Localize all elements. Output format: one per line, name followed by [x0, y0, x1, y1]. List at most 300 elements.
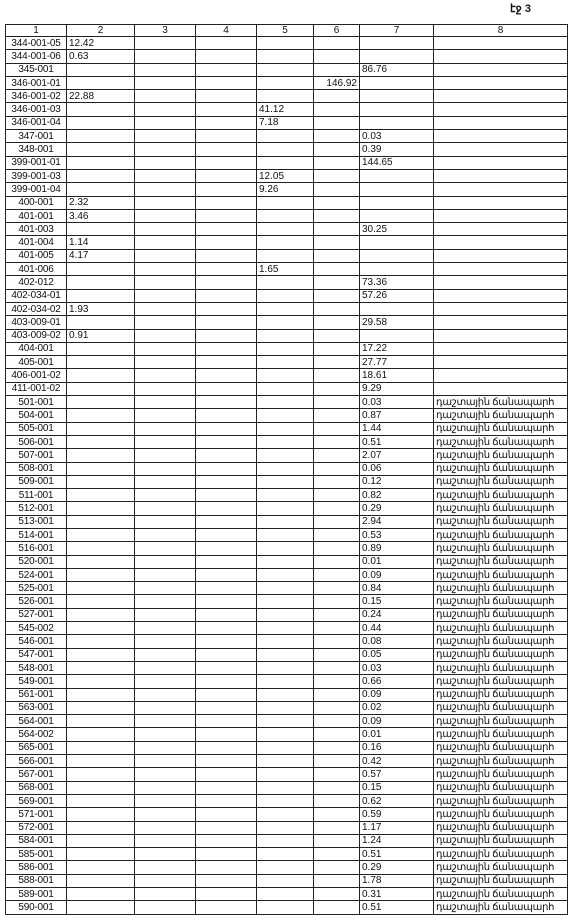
- cell-col-5: [257, 808, 314, 821]
- cell-col-3: [135, 449, 196, 462]
- cell-col-6: [314, 741, 360, 754]
- cell-col-6: [314, 302, 360, 315]
- cell-col-6: [314, 595, 360, 608]
- cell-col-8: դաշտային ճանապարհ: [434, 555, 568, 568]
- cell-col-8: դաշտային ճանապարհ: [434, 888, 568, 901]
- cell-plot-code: 507-001: [6, 449, 67, 462]
- cell-col-2: [67, 834, 135, 847]
- cell-col-8: [434, 143, 568, 156]
- cell-col-6: [314, 568, 360, 581]
- table-row: [6, 861, 568, 874]
- cell-col-5: [257, 701, 314, 714]
- cell-plot-code: 399-001-03: [6, 169, 67, 182]
- cell-col-4: [196, 37, 257, 50]
- cell-plot-code: 404-001: [6, 342, 67, 355]
- cell-col-3: [135, 515, 196, 528]
- cell-col-5: [257, 861, 314, 874]
- cell-col-8: դաշտային ճանապարհ: [434, 781, 568, 794]
- cell-col-5: [257, 302, 314, 315]
- cell-col-7: 0.15: [360, 595, 434, 608]
- cell-col-4: [196, 475, 257, 488]
- cell-col-8: [434, 263, 568, 276]
- cell-plot-code: 346-001-03: [6, 103, 67, 116]
- cell-col-3: [135, 409, 196, 422]
- table-row: [6, 63, 568, 76]
- cell-col-4: [196, 249, 257, 262]
- cell-col-6: [314, 901, 360, 914]
- cell-col-8: դաշտային ճանապարհ: [434, 808, 568, 821]
- cell-col-4: [196, 449, 257, 462]
- cell-col-3: [135, 675, 196, 688]
- cell-col-6: [314, 808, 360, 821]
- cell-plot-code: 399-001-01: [6, 156, 67, 169]
- cell-col-2: [67, 422, 135, 435]
- cell-col-3: [135, 422, 196, 435]
- cell-col-8: դաշտային ճանապարհ: [434, 502, 568, 515]
- cell-col-5: [257, 90, 314, 103]
- cell-plot-code: 346-001-02: [6, 90, 67, 103]
- cell-col-3: [135, 316, 196, 329]
- cell-col-4: [196, 169, 257, 182]
- cell-col-4: [196, 76, 257, 89]
- cell-col-3: [135, 76, 196, 89]
- cell-col-3: [135, 263, 196, 276]
- table-row: [6, 236, 568, 249]
- cell-col-6: [314, 223, 360, 236]
- cell-col-5: [257, 821, 314, 834]
- table-row: [6, 728, 568, 741]
- cell-col-3: [135, 808, 196, 821]
- cell-col-2: [67, 156, 135, 169]
- table-row: [6, 475, 568, 488]
- cell-col-2: [67, 316, 135, 329]
- cell-col-2: [67, 755, 135, 768]
- cell-col-2: 1.14: [67, 236, 135, 249]
- cell-plot-code: 564-001: [6, 715, 67, 728]
- cell-plot-code: 590-001: [6, 901, 67, 914]
- cell-col-8: դաշտային ճանապարհ: [434, 728, 568, 741]
- cell-col-6: [314, 542, 360, 555]
- cell-col-2: [67, 848, 135, 861]
- cell-col-4: [196, 316, 257, 329]
- cell-col-4: [196, 263, 257, 276]
- cell-plot-code: 348-001: [6, 143, 67, 156]
- cell-col-5: 7.18: [257, 116, 314, 129]
- cell-col-3: [135, 156, 196, 169]
- cell-col-2: [67, 901, 135, 914]
- cell-col-7: 0.01: [360, 555, 434, 568]
- cell-col-2: [67, 76, 135, 89]
- table-row: [6, 755, 568, 768]
- cell-col-8: [434, 289, 568, 302]
- table-row: [6, 502, 568, 515]
- table-row: [6, 169, 568, 182]
- cell-col-4: [196, 635, 257, 648]
- cell-plot-code: 400-001: [6, 196, 67, 209]
- cell-col-2: [67, 888, 135, 901]
- cell-col-2: 3.46: [67, 209, 135, 222]
- cell-col-2: [67, 528, 135, 541]
- cell-col-6: [314, 821, 360, 834]
- cell-col-7: 0.05: [360, 648, 434, 661]
- cell-col-3: [135, 901, 196, 914]
- cell-col-6: [314, 396, 360, 409]
- cell-plot-code: 527-001: [6, 608, 67, 621]
- cell-col-4: [196, 768, 257, 781]
- cell-col-6: [314, 342, 360, 355]
- table-row: [6, 661, 568, 674]
- cell-col-6: [314, 861, 360, 874]
- cell-col-8: դաշտային ճանապարհ: [434, 635, 568, 648]
- table-row: [6, 715, 568, 728]
- cell-col-5: [257, 396, 314, 409]
- cell-col-2: [67, 130, 135, 143]
- cell-col-2: 0.63: [67, 50, 135, 63]
- cell-col-5: [257, 595, 314, 608]
- cell-col-8: [434, 382, 568, 395]
- cell-col-4: [196, 63, 257, 76]
- cell-col-2: [67, 768, 135, 781]
- cell-col-8: դաշտային ճանապարհ: [434, 848, 568, 861]
- cell-col-7: 0.51: [360, 901, 434, 914]
- cell-col-5: [257, 568, 314, 581]
- cell-col-8: [434, 356, 568, 369]
- cell-plot-code: 516-001: [6, 542, 67, 555]
- table-row: [6, 369, 568, 382]
- cell-col-2: [67, 701, 135, 714]
- cell-col-4: [196, 435, 257, 448]
- cell-col-5: [257, 409, 314, 422]
- cell-col-4: [196, 396, 257, 409]
- cell-col-7: [360, 196, 434, 209]
- cell-plot-code: 545-002: [6, 622, 67, 635]
- table-row: [6, 528, 568, 541]
- cell-col-8: [434, 342, 568, 355]
- cell-col-3: [135, 848, 196, 861]
- cell-col-3: [135, 874, 196, 887]
- cell-col-7: 27.77: [360, 356, 434, 369]
- column-header-2: 2: [67, 25, 135, 37]
- cell-col-3: [135, 648, 196, 661]
- cell-col-7: [360, 236, 434, 249]
- cell-plot-code: 548-001: [6, 661, 67, 674]
- cell-plot-code: 399-001-04: [6, 183, 67, 196]
- cell-col-8: [434, 369, 568, 382]
- cell-col-4: [196, 369, 257, 382]
- cell-col-7: [360, 103, 434, 116]
- cell-plot-code: 547-001: [6, 648, 67, 661]
- cell-col-6: [314, 755, 360, 768]
- cell-col-7: 0.31: [360, 888, 434, 901]
- table-row: [6, 542, 568, 555]
- table-row: [6, 794, 568, 807]
- cell-col-8: [434, 249, 568, 262]
- cell-col-3: [135, 755, 196, 768]
- cell-col-7: 0.09: [360, 715, 434, 728]
- cell-col-4: [196, 515, 257, 528]
- table-row: [6, 76, 568, 89]
- cell-col-5: [257, 901, 314, 914]
- cell-col-4: [196, 302, 257, 315]
- cell-col-3: [135, 143, 196, 156]
- cell-col-6: [314, 130, 360, 143]
- cell-col-3: [135, 369, 196, 382]
- table-row: [6, 821, 568, 834]
- cell-plot-code: 512-001: [6, 502, 67, 515]
- cell-col-4: [196, 356, 257, 369]
- cell-col-8: դաշտային ճանապարհ: [434, 715, 568, 728]
- cell-col-5: [257, 555, 314, 568]
- cell-col-6: [314, 848, 360, 861]
- cell-col-8: [434, 90, 568, 103]
- cell-col-8: դաշտային ճանապարհ: [434, 475, 568, 488]
- cell-col-6: [314, 874, 360, 887]
- cell-col-8: դաշտային ճանապարհ: [434, 542, 568, 555]
- cell-col-8: [434, 156, 568, 169]
- cell-col-4: [196, 209, 257, 222]
- cell-col-6: [314, 103, 360, 116]
- cell-col-6: [314, 622, 360, 635]
- cell-col-2: [67, 169, 135, 182]
- table-row: [6, 888, 568, 901]
- cell-col-5: [257, 648, 314, 661]
- cell-col-7: 0.57: [360, 768, 434, 781]
- cell-col-7: 1.24: [360, 834, 434, 847]
- table-row: [6, 675, 568, 688]
- table-row: [6, 223, 568, 236]
- cell-col-7: [360, 50, 434, 63]
- cell-col-8: [434, 37, 568, 50]
- cell-plot-code: 346-001-04: [6, 116, 67, 129]
- cell-col-7: 0.51: [360, 435, 434, 448]
- cell-col-5: [257, 515, 314, 528]
- cell-col-5: [257, 130, 314, 143]
- cell-col-2: [67, 356, 135, 369]
- table-row: [6, 781, 568, 794]
- cell-col-8: դաշտային ճանապարհ: [434, 701, 568, 714]
- cell-plot-code: 403-009-01: [6, 316, 67, 329]
- cell-col-4: [196, 755, 257, 768]
- cell-col-7: 0.09: [360, 688, 434, 701]
- cell-col-2: [67, 648, 135, 661]
- cell-col-2: [67, 63, 135, 76]
- cell-col-6: [314, 116, 360, 129]
- cell-col-4: [196, 701, 257, 714]
- cell-plot-code: 584-001: [6, 834, 67, 847]
- cell-plot-code: 572-001: [6, 821, 67, 834]
- cell-col-4: [196, 741, 257, 754]
- cell-col-6: [314, 528, 360, 541]
- cell-col-3: [135, 475, 196, 488]
- cell-col-2: [67, 675, 135, 688]
- cell-col-7: 73.36: [360, 276, 434, 289]
- cell-col-7: 0.66: [360, 675, 434, 688]
- column-header-1: 1: [6, 25, 67, 37]
- cell-col-2: [67, 409, 135, 422]
- cell-col-7: 0.08: [360, 635, 434, 648]
- cell-plot-code: 585-001: [6, 848, 67, 861]
- cell-col-6: [314, 156, 360, 169]
- cell-col-3: [135, 169, 196, 182]
- cell-col-6: [314, 781, 360, 794]
- cell-col-8: [434, 116, 568, 129]
- cell-col-5: [257, 848, 314, 861]
- cell-col-8: [434, 103, 568, 116]
- cell-col-5: 9.26: [257, 183, 314, 196]
- cell-col-2: [67, 688, 135, 701]
- cell-col-5: [257, 661, 314, 674]
- cell-col-2: [67, 263, 135, 276]
- cell-col-5: [257, 223, 314, 236]
- cell-col-8: դաշտային ճանապարհ: [434, 648, 568, 661]
- cell-col-3: [135, 834, 196, 847]
- cell-col-4: [196, 595, 257, 608]
- cell-col-4: [196, 608, 257, 621]
- table-row: [6, 422, 568, 435]
- table-row: [6, 449, 568, 462]
- cell-col-6: [314, 37, 360, 50]
- cell-col-5: [257, 675, 314, 688]
- cell-col-3: [135, 582, 196, 595]
- cell-col-2: [67, 715, 135, 728]
- cell-col-7: 0.06: [360, 462, 434, 475]
- cell-plot-code: 513-001: [6, 515, 67, 528]
- cell-col-7: 0.29: [360, 502, 434, 515]
- cell-plot-code: 345-001: [6, 63, 67, 76]
- cell-col-8: [434, 302, 568, 315]
- cell-col-7: [360, 116, 434, 129]
- cell-col-3: [135, 289, 196, 302]
- cell-col-7: 0.09: [360, 568, 434, 581]
- cell-plot-code: 568-001: [6, 781, 67, 794]
- cell-col-8: դաշտային ճանապարհ: [434, 449, 568, 462]
- cell-col-6: [314, 209, 360, 222]
- cell-col-7: 0.39: [360, 143, 434, 156]
- column-header-8: 8: [434, 25, 568, 37]
- cell-col-3: [135, 608, 196, 621]
- cell-plot-code: 401-004: [6, 236, 67, 249]
- cell-col-5: [257, 834, 314, 847]
- cell-col-3: [135, 236, 196, 249]
- cell-col-4: [196, 90, 257, 103]
- cell-col-5: [257, 50, 314, 63]
- cell-col-4: [196, 568, 257, 581]
- cell-col-5: [257, 63, 314, 76]
- cell-col-2: [67, 515, 135, 528]
- table-row: [6, 874, 568, 887]
- cell-col-6: [314, 794, 360, 807]
- cell-col-6: [314, 183, 360, 196]
- table-row: [6, 382, 568, 395]
- cell-col-2: [67, 781, 135, 794]
- column-header-3: 3: [135, 25, 196, 37]
- table-row: [6, 209, 568, 222]
- table-row: [6, 688, 568, 701]
- cell-col-8: դաշտային ճանապարհ: [434, 861, 568, 874]
- cell-col-4: [196, 542, 257, 555]
- cell-plot-code: 546-001: [6, 635, 67, 648]
- cell-col-4: [196, 130, 257, 143]
- cell-col-7: 0.01: [360, 728, 434, 741]
- table-row: [6, 462, 568, 475]
- cell-col-7: 30.25: [360, 223, 434, 236]
- cell-col-5: [257, 462, 314, 475]
- cell-plot-code: 569-001: [6, 794, 67, 807]
- cell-col-4: [196, 861, 257, 874]
- cell-col-3: [135, 502, 196, 515]
- cell-col-7: [360, 329, 434, 342]
- cell-col-3: [135, 728, 196, 741]
- cell-col-8: դաշտային ճանապարհ: [434, 874, 568, 887]
- table-row: [6, 329, 568, 342]
- cell-col-6: [314, 143, 360, 156]
- cell-col-4: [196, 555, 257, 568]
- cell-col-5: [257, 369, 314, 382]
- cell-col-4: [196, 848, 257, 861]
- cell-plot-code: 564-002: [6, 728, 67, 741]
- cell-col-5: [257, 489, 314, 502]
- cell-col-8: դաշտային ճանապարհ: [434, 528, 568, 541]
- cell-col-4: [196, 116, 257, 129]
- cell-col-2: [67, 794, 135, 807]
- cell-col-6: [314, 834, 360, 847]
- cell-plot-code: 571-001: [6, 808, 67, 821]
- table-row: [6, 848, 568, 861]
- cell-col-5: 1.65: [257, 263, 314, 276]
- cell-col-4: [196, 675, 257, 688]
- cell-col-3: [135, 103, 196, 116]
- cell-col-6: [314, 715, 360, 728]
- cell-col-7: 86.76: [360, 63, 434, 76]
- cell-col-8: [434, 236, 568, 249]
- cell-plot-code: 401-001: [6, 209, 67, 222]
- cell-col-6: [314, 489, 360, 502]
- cell-plot-code: 565-001: [6, 741, 67, 754]
- cell-col-5: [257, 37, 314, 50]
- cell-col-4: [196, 502, 257, 515]
- cell-col-2: [67, 103, 135, 116]
- cell-plot-code: 346-001-01: [6, 76, 67, 89]
- cell-col-6: [314, 502, 360, 515]
- cell-plot-code: 567-001: [6, 768, 67, 781]
- cell-col-7: 0.87: [360, 409, 434, 422]
- cell-col-2: [67, 874, 135, 887]
- cell-plot-code: 406-001-02: [6, 369, 67, 382]
- cell-col-5: [257, 356, 314, 369]
- cell-col-3: [135, 183, 196, 196]
- cell-col-7: [360, 76, 434, 89]
- cell-col-5: [257, 781, 314, 794]
- cell-col-6: [314, 555, 360, 568]
- table-row: [6, 768, 568, 781]
- cell-col-3: [135, 555, 196, 568]
- cell-col-8: [434, 63, 568, 76]
- cell-plot-code: 524-001: [6, 568, 67, 581]
- table-row: [6, 582, 568, 595]
- cell-plot-code: 344-001-05: [6, 37, 67, 50]
- cell-col-7: [360, 37, 434, 50]
- page-label: էջ 3: [510, 3, 531, 15]
- cell-col-8: [434, 329, 568, 342]
- cell-col-8: [434, 276, 568, 289]
- cell-col-7: [360, 169, 434, 182]
- table-row: [6, 50, 568, 63]
- cell-plot-code: 526-001: [6, 595, 67, 608]
- cell-col-4: [196, 622, 257, 635]
- cell-col-5: [257, 329, 314, 342]
- cell-plot-code: 508-001: [6, 462, 67, 475]
- cell-col-7: 9.29: [360, 382, 434, 395]
